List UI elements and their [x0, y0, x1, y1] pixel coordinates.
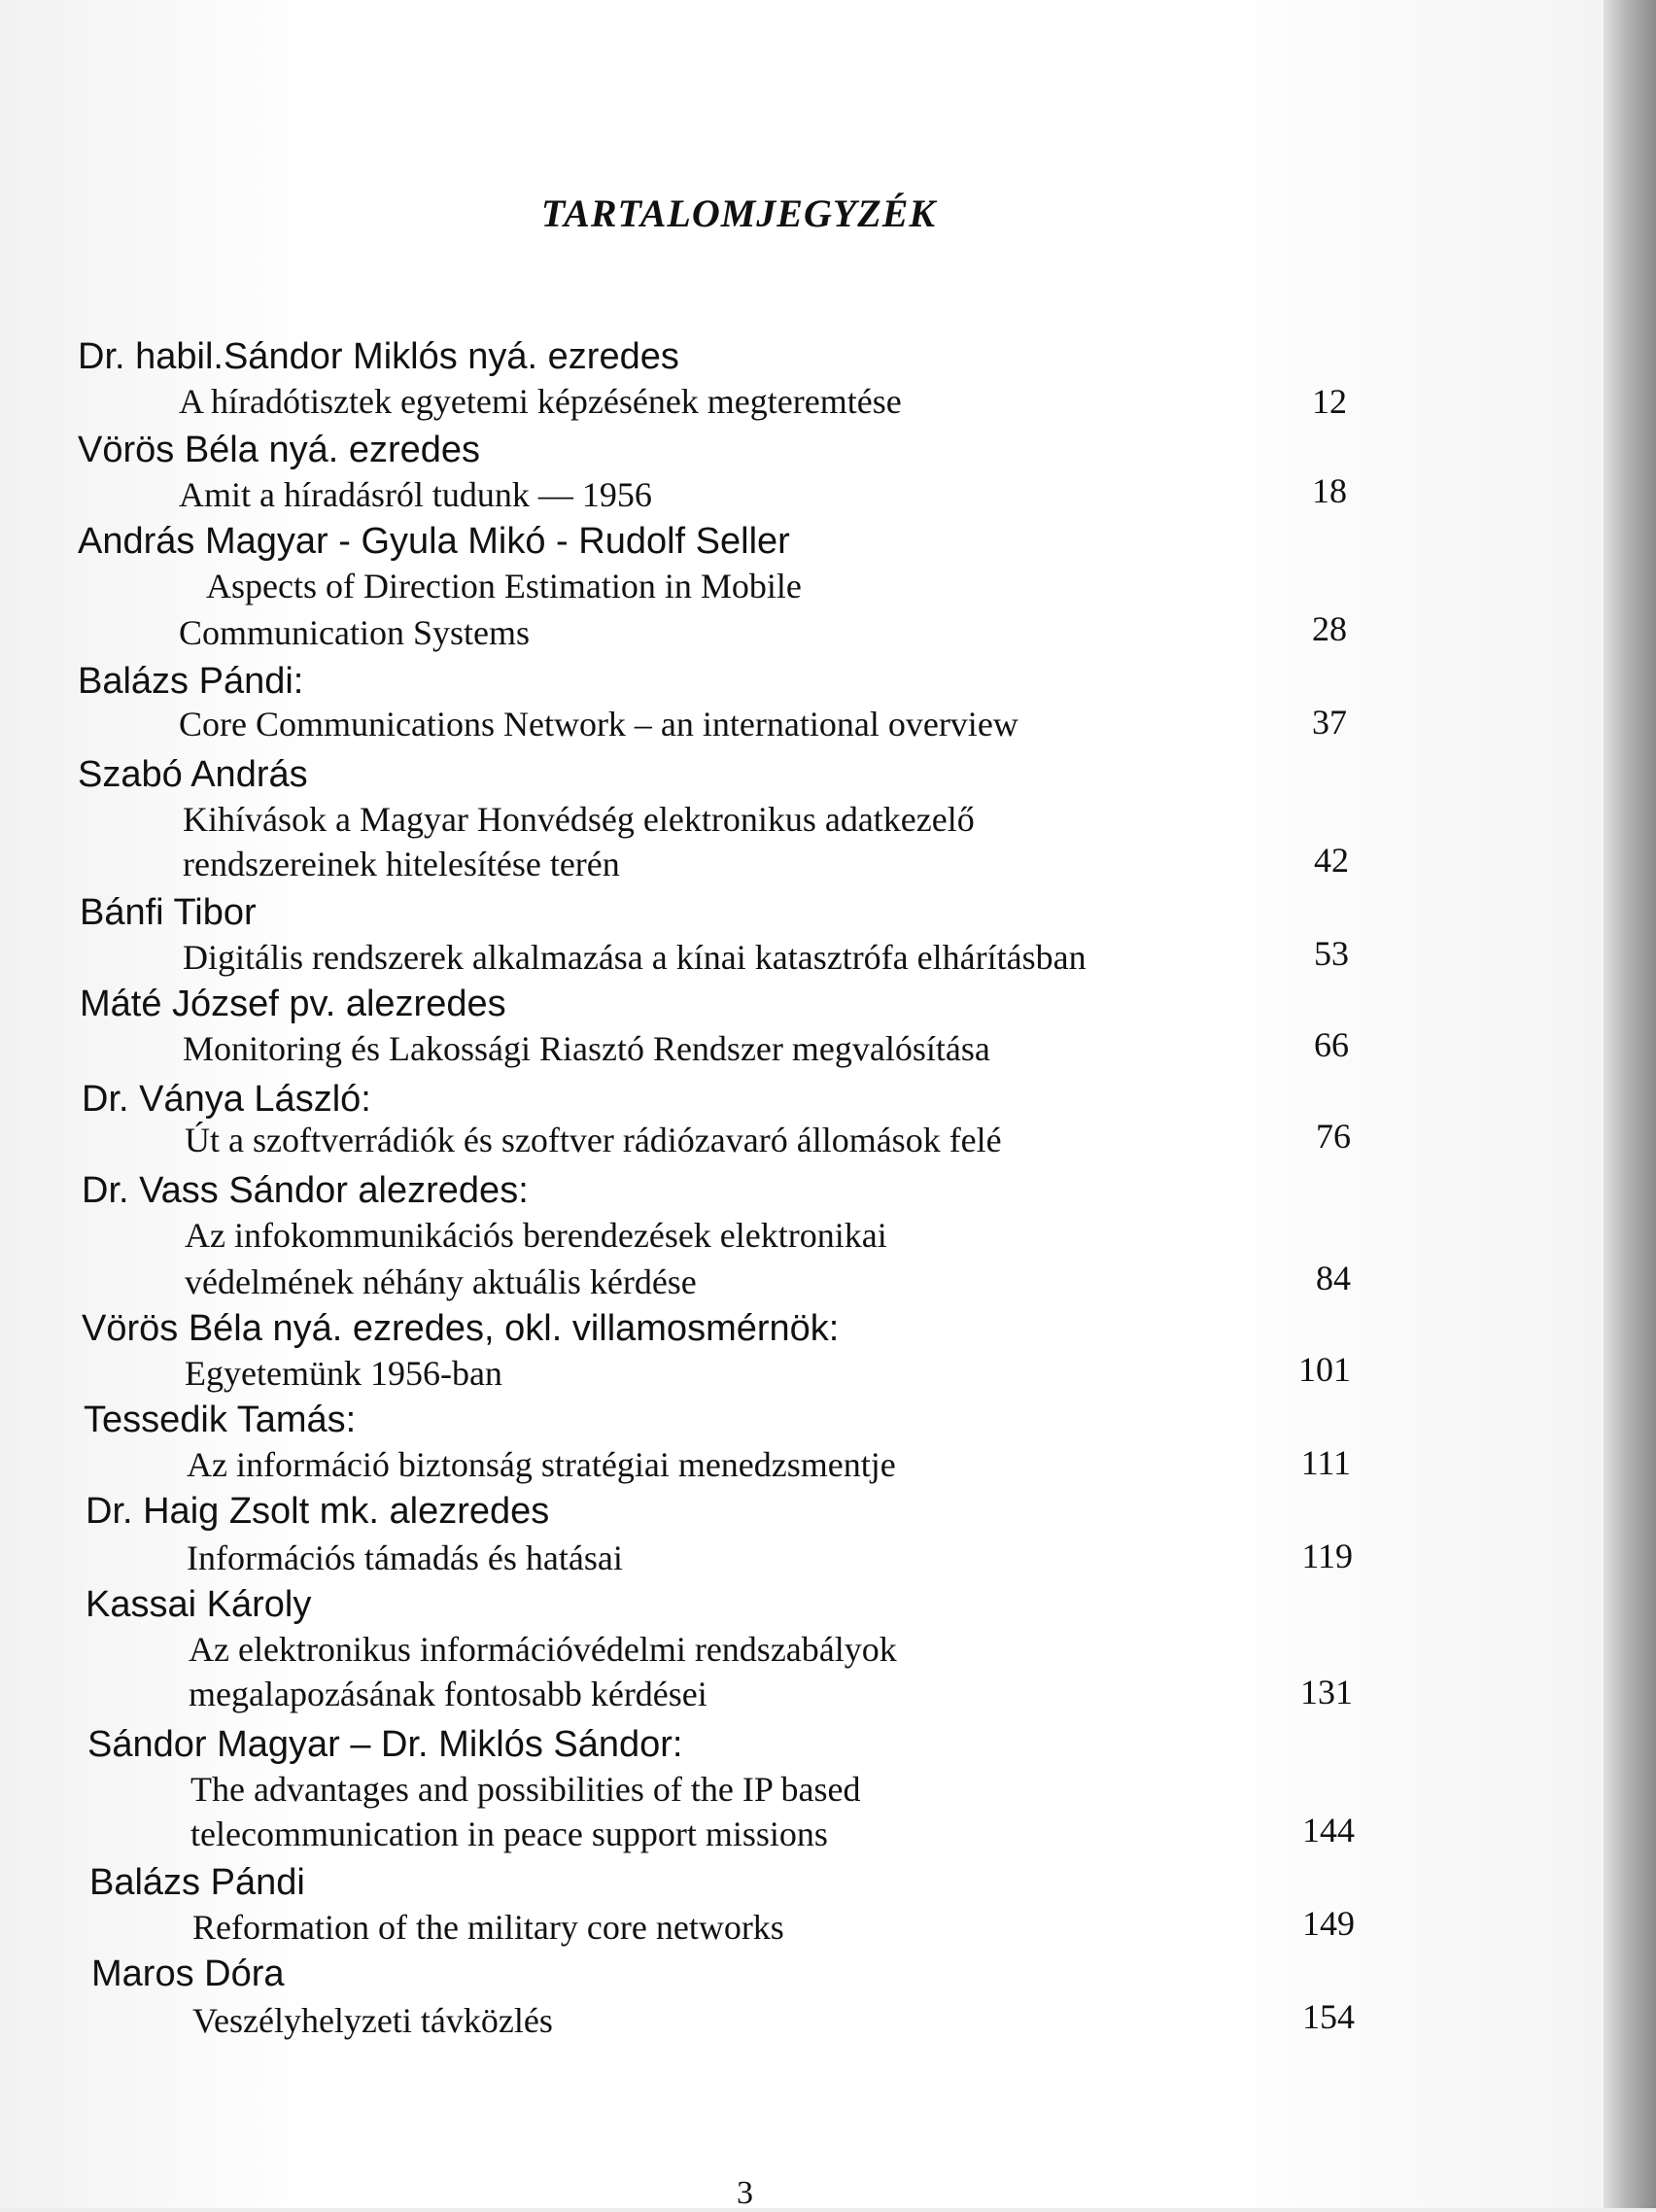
- page-number: 3: [737, 2175, 753, 2211]
- toc-page-number: 101: [1298, 1350, 1351, 1389]
- toc-title: Út a szoftverrádiók és szoftver rádiózavaró állomások felé: [185, 1121, 1002, 1159]
- toc-author: Dr. Vass Sándor alezredes:: [82, 1170, 529, 1211]
- toc-page-number: 131: [1300, 1673, 1353, 1711]
- toc-title: Core Communications Network – an international overview: [179, 705, 1018, 743]
- toc-page-number: 76: [1316, 1117, 1351, 1156]
- toc-title: megalapozásának fontosabb kérdései: [189, 1675, 707, 1713]
- toc-page-number: 53: [1314, 934, 1349, 973]
- toc-title: Kihívások a Magyar Honvédség elektronikus adatkezelő: [183, 800, 975, 839]
- toc-title: Reformation of the military core networks: [192, 1908, 784, 1947]
- toc-page-number: 144: [1302, 1811, 1355, 1849]
- toc-page-number: 119: [1301, 1537, 1353, 1575]
- toc-page-number: 18: [1312, 471, 1347, 510]
- toc-author: Dr. habil.Sándor Miklós nyá. ezredes: [78, 336, 679, 377]
- toc-title: Monitoring és Lakossági Riasztó Rendszer megvalósítása: [183, 1029, 990, 1068]
- toc-author: Tessedik Tamás:: [84, 1400, 357, 1440]
- page-edge-shadow: [1604, 0, 1656, 2208]
- toc-title: Amit a híradásról tudunk — 1956: [179, 475, 652, 514]
- toc-page-number: 111: [1300, 1443, 1351, 1482]
- toc-author: Bánfi Tibor: [80, 892, 257, 933]
- toc-title: Veszélyhelyzeti távközlés: [192, 2001, 553, 2040]
- toc-title: Digitális rendszerek alkalmazása a kínai katasztrófa elhárításban: [183, 938, 1087, 977]
- toc-title: Információs támadás és hatásai: [187, 1538, 623, 1577]
- toc-title: Az infokommunikációs berendezések elektronikai: [185, 1216, 887, 1255]
- toc-author: Balázs Pándi: [89, 1862, 305, 1903]
- toc-page-number: 149: [1302, 1904, 1355, 1943]
- toc-author: Vörös Béla nyá. ezredes: [78, 430, 481, 470]
- toc-author: Sándor Magyar – Dr. Miklós Sándor:: [87, 1724, 683, 1765]
- toc-author: András Magyar - Gyula Mikó - Rudolf Seller: [78, 521, 790, 562]
- toc-author: Dr. Ványa László:: [82, 1079, 371, 1120]
- toc-title: Communication Systems: [179, 613, 531, 652]
- toc-page-number: 154: [1302, 1997, 1355, 2036]
- toc-author: Kassai Károly: [86, 1584, 312, 1625]
- toc-author: Balázs Pándi:: [78, 661, 304, 702]
- toc-page-number: 66: [1314, 1025, 1349, 1064]
- page-title: TARTALOMJEGYZÉK: [540, 191, 937, 235]
- toc-page-number: 84: [1316, 1259, 1351, 1297]
- toc-author: Maros Dóra: [91, 1953, 285, 1994]
- toc-page-number: 28: [1312, 609, 1347, 648]
- toc-page-number: 12: [1312, 382, 1347, 421]
- toc-title: rendszereinek hitelesítése terén: [183, 845, 620, 883]
- toc-title: Az elektronikus információvédelmi rendszabályok: [189, 1630, 897, 1669]
- toc-title: A híradótisztek egyetemi képzésének megteremtése: [179, 382, 902, 421]
- toc-title: Az információ biztonság stratégiai menedzsmentje: [187, 1445, 896, 1484]
- toc-author: Máté József pv. alezredes: [80, 984, 506, 1024]
- toc-title: Egyetemünk 1956-ban: [185, 1354, 502, 1393]
- toc-author: Szabó András: [78, 754, 308, 795]
- toc-author: Vörös Béla nyá. ezredes, okl. villamosmérnök:: [82, 1308, 840, 1349]
- toc-author: Dr. Haig Zsolt mk. alezredes: [86, 1491, 550, 1532]
- toc-title: védelmének néhány aktuális kérdése: [185, 1262, 697, 1301]
- toc-page-number: 37: [1312, 703, 1347, 742]
- toc-title: telecommunication in peace support missions: [190, 1815, 828, 1853]
- toc-title: Aspects of Direction Estimation in Mobile: [206, 567, 802, 605]
- toc-title: The advantages and possibilities of the IP based: [190, 1770, 861, 1809]
- toc-page-number: 42: [1314, 841, 1349, 880]
